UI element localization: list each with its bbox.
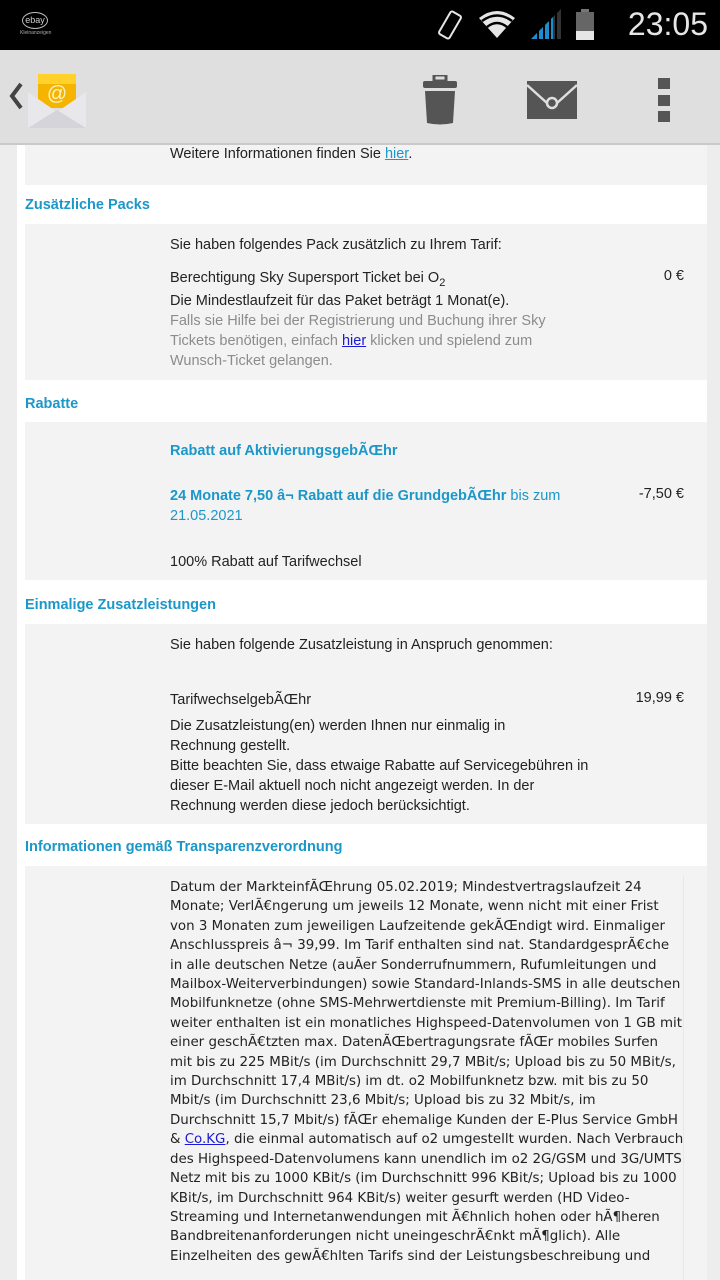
- battery-icon: [575, 9, 595, 41]
- action-bar: [0, 50, 720, 145]
- mark-unread-icon: [527, 81, 577, 119]
- pack-item-subscript: 2: [439, 276, 446, 289]
- one-time-intro: Sie haben folgende Zusatzleistung in Anspruch genommen:: [170, 637, 553, 653]
- chevron-left-icon: [8, 82, 24, 110]
- discount-base-fee-price: -7,50 €: [638, 486, 684, 502]
- clock: 23:05: [627, 6, 708, 42]
- overflow-menu-button[interactable]: [634, 72, 694, 128]
- packs-intro: Sie haben folgendes Pack zusätzlich zu Ihrem Tarif:: [170, 237, 502, 253]
- overflow-menu-icon: [658, 78, 670, 122]
- info-text-label: Weitere Informationen finden Sie: [170, 146, 385, 162]
- back-button[interactable]: [8, 82, 24, 118]
- transparency-text: [170, 878, 684, 1266]
- pack-item-name: [170, 268, 445, 293]
- transparency-link[interactable]: Co.KG: [184, 1132, 226, 1148]
- ebay-logo-sub: Kleinanzeigen: [20, 30, 52, 36]
- svg-text:@: @: [46, 83, 68, 105]
- pack-item-label: Berechtigung Sky Supersport Ticket bei O: [170, 270, 440, 286]
- mark-unread-button[interactable]: [522, 72, 582, 128]
- transparency-text-after: , die einmal automatisch auf o2 umgestellt wurden. Nach Verbrauch des Highspeed-Datenvolumens kann unendlich im o2 2G/GSM und 3G/UMTS Netz mit bis zu 1000 KBit/s (im Durchschnitt 996 KBit/s; Upload bis zu 1000 KBit/s, im Durchschnitt 964 KBit/s) weiter gesurft werden (HD Video-Streaming und Internetanwendungen mit Ã€hnlich hohen oder hÃ¶heren Bandbreitenanforderungen nicht uneingeschrÃ€nkt mÃ¶glich). Alle Einzelheiten des gewÃ€hlten Tarifs sind der Leistungsbeschreibung und: [170, 1132, 684, 1264]
- ebay-logo: ebay: [22, 12, 48, 29]
- info-text: [170, 145, 412, 164]
- email-app-icon[interactable]: [26, 70, 88, 132]
- section-heading-packs: Zusätzliche Packs: [25, 197, 150, 213]
- status-bar: [0, 0, 720, 50]
- section-heading-transparency: Informationen gemäß Transparenzverordnung: [25, 839, 343, 855]
- section-heading-discounts: Rabatte: [25, 396, 79, 412]
- info-suffix: .: [408, 146, 413, 162]
- discount-base-fee-bold: 24 Monate 7,50 â¬ Rabatt auf die GrundgebÃŒhr: [170, 488, 507, 504]
- wifi-icon: [477, 10, 517, 40]
- rotate-icon: [435, 9, 465, 41]
- pack-help-before: Falls sie Hilfe bei der Registrierung und Buchung ihrer Sky Tickets benötigen, einfach: [170, 313, 546, 349]
- pack-help-link[interactable]: hier: [341, 333, 367, 349]
- discount-activation: Rabatt auf AktivierungsgebÃŒhr: [170, 443, 398, 459]
- ebay-notification-icon: [20, 12, 52, 36]
- email-body[interactable]: [0, 145, 720, 1280]
- pack-help-text: [170, 311, 590, 371]
- info-link[interactable]: hier: [384, 146, 409, 162]
- status-icons: [435, 8, 595, 42]
- delete-icon: [422, 75, 458, 125]
- one-time-note-1: Die Zusatzleistung(en) werden Ihnen nur einmalig in Rechnung gestellt.: [170, 718, 506, 754]
- pack-help-after: klicken und spielend zum Wunsch-Ticket gelangen.: [170, 333, 533, 369]
- pack-min-term: Die Mindestlaufzeit für das Paket beträgt 1 Monat(e).: [170, 293, 510, 309]
- discount-base-fee: [170, 486, 590, 526]
- transparency-text-before: Datum der MarkteinfÃŒhrung 05.02.2019; Mindestvertragslaufzeit 24 Monate; VerlÃ€ngerung um jeweils 12 Monate, wenn nicht mit einer Frist von 3 Monaten zum jeweiligen Laufzeitende gekÃŒndigt wird. Einmaliger Anschlusspreis â¬ 39,99. Im Tarif enthalten sind nat. StandardgesprÃ€che in alle deutschen Netze (auÃer Sonderrufnummern, Rufumleitungen und Mailbox-Weiterverbindungen) sowie Standard-Inlands-SMS in alle deutschen Mobilfunknetze (ohne SMS-Mehrwertdienste mit Premium-Billing). Im Tarif weiter enthalten ist ein monatliches Highspeed-Datenvolumen von 1 GB mit einer geschÃ€tzten max. DatenÃŒbertragungsrate fÃŒr mobiles Surfen mit bis zu 225 MBit/s (im Durchschnitt 29,7 MBit/s; Upload bis zu 50 MBit/s, im Durchschnitt 17,4 MBit/s) im dt. o2 Mobilfunknetz bzw. mit bis zu 50 Mbit/s (im Durchschnitt 23,6 Mbit/s; Upload bis zu 32 Mbit/s, im Durchschnitt 15,7 Mbit/s) fÃŒr ehemalige Kunden der E-Plus Service GmbH &: [170, 880, 683, 1148]
- one-time-note-2: Bitte beachten Sie, dass etwaige Rabatte auf Servicegebühren in dieser E-Mail aktuell noch nicht angezeigt werden. In der Rechnung werden diese jedoch berücksichtigt.: [170, 758, 589, 814]
- one-time-item-name: TarifwechselgebÃŒhr: [170, 692, 312, 708]
- delete-button[interactable]: [410, 72, 470, 128]
- discount-base-fee-rest: bis zum 21.05.2021: [170, 488, 561, 524]
- discount-tariff-change: 100% Rabatt auf Tarifwechsel: [170, 554, 362, 570]
- section-heading-one-time: Einmalige Zusatzleistungen: [25, 597, 216, 613]
- pack-item-price: 0 €: [663, 268, 684, 284]
- signal-icon: [529, 9, 563, 41]
- one-time-item-price: 19,99 €: [635, 690, 684, 706]
